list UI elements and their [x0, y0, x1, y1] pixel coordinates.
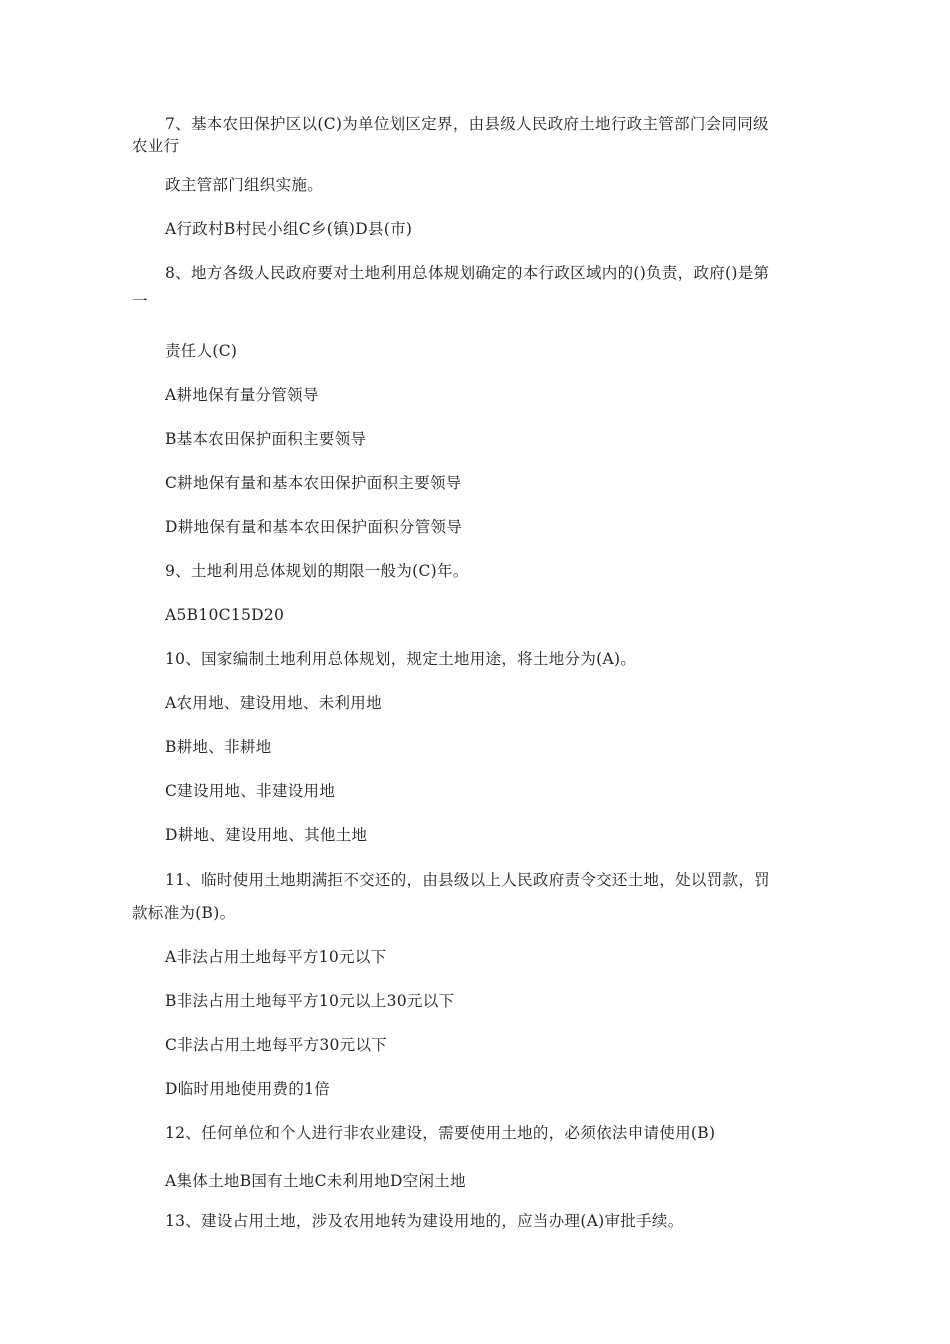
question-11-option-d: D临时用地使用费的1倍 — [165, 1080, 331, 1098]
question-10-option-d: D耕地、建设用地、其他土地 — [165, 826, 368, 844]
question-7-line-1: 7、基本农田保护区以(C)为单位划区定界，由县级人民政府土地行政主管部门会同同级 — [165, 115, 769, 133]
question-8-line-3: 责任人(C) — [165, 342, 238, 360]
question-11-option-a: A非法占用土地每平方10元以下 — [165, 948, 387, 966]
question-13: 13、建设占用土地，涉及农用地转为建设用地的，应当办理(A)审批手续。 — [165, 1212, 684, 1230]
question-7-options: A行政村B村民小组C乡(镇)D县(市) — [165, 220, 413, 238]
question-10-option-b: B耕地、非耕地 — [165, 738, 272, 756]
question-12-options: A集体土地B国有土地C未利用地D空闲土地 — [165, 1172, 466, 1190]
question-8-line-1: 8、地方各级人民政府要对土地利用总体规划确定的本行政区域内的()负责，政府()是第 — [165, 264, 770, 282]
question-11-line-2: 款标准为(B)。 — [132, 904, 236, 922]
question-10-option-a: A农用地、建设用地、未利用地 — [165, 694, 382, 712]
question-9-options: A5B10C15D20 — [165, 606, 285, 624]
question-10-option-c: C建设用地、非建设用地 — [165, 782, 336, 800]
question-8-line-2: 一 — [132, 292, 148, 310]
question-7-line-2: 农业行 — [132, 137, 180, 155]
question-8-option-a: A耕地保有量分管领导 — [165, 386, 319, 404]
question-9: 9、土地利用总体规划的期限一般为(C)年。 — [165, 562, 469, 580]
question-8-option-d: D耕地保有量和基本农田保护面积分管领导 — [165, 518, 463, 536]
question-11-option-c: C非法占用土地每平方30元以下 — [165, 1036, 388, 1054]
question-11-option-b: B非法占用土地每平方10元以上30元以下 — [165, 992, 455, 1010]
question-8-option-b: B基本农田保护面积主要领导 — [165, 430, 367, 448]
question-8-option-c: C耕地保有量和基本农田保护面积主要领导 — [165, 474, 462, 492]
question-10: 10、国家编制土地利用总体规划，规定土地用途，将土地分为(A)。 — [165, 650, 637, 668]
question-12: 12、任何单位和个人进行非农业建设，需要使用土地的，必须依法申请使用(B) — [165, 1124, 716, 1142]
question-11-line-1: 11、临时使用土地期满拒不交还的，由县级以上人民政府责令交还土地，处以罚款，罚 — [165, 871, 770, 889]
question-7-line-3: 政主管部门组织实施。 — [165, 176, 324, 194]
